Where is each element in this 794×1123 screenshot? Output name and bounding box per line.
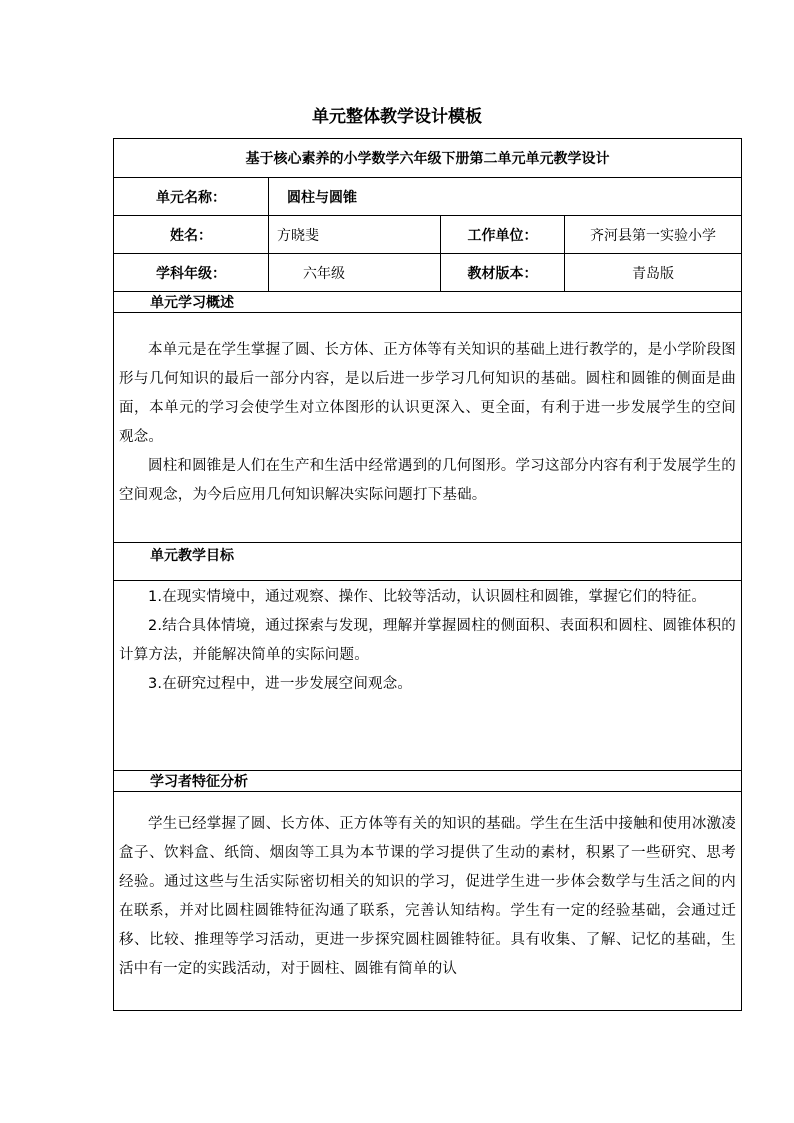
learners-heading: 学习者特征分析	[114, 771, 742, 792]
learners-body	[114, 792, 742, 1011]
grade-value: 六年级	[269, 254, 441, 292]
table-subtitle: 基于核心素养的小学数学六年级下册第二单元单元教学设计	[114, 139, 742, 178]
workplace-label: 工作单位：	[441, 216, 565, 254]
workplace-value: 齐河县第一实验小学	[565, 216, 742, 254]
goals-body	[114, 581, 742, 771]
learners-paragraph: 学生已经掌握了圆、长方体、正方体等有关的知识的基础。学生在生活中接触和使用冰激凌盒子、饮料盒、纸筒、烟囱等工具为本节课的学习提供了生动的素材，积累了一些研究、思考经验。通过这些与生活实际密切相关的知识的学习，促进学生进一步体会数学与生活之间的内在联系，并对比圆柱圆锥特征沟通了联系，完善认知结构。学生有一定的经验基础，会通过迁移、比较、推理等学习活动，更进一步探究圆柱圆锥特征。具有收集、了解、记忆的基础，生活中有一定的实践活动，对于圆柱、圆锥有简单的认	[119, 816, 736, 977]
name-label: 姓名：	[114, 216, 269, 254]
goal-item: 3.在研究过程中，进一步发展空间观念。	[148, 676, 413, 692]
grade-label: 学科年级：	[114, 254, 269, 292]
unit-name-label: 单元名称：	[114, 178, 269, 216]
overview-paragraph: 本单元是在学生掌握了圆、长方体、正方体等有关知识的基础上进行教学的，是小学阶段图形与几何知识的最后一部分内容，是以后进一步学习几何知识的基础。圆柱和圆锥的侧面是曲面，本单元的学习会使学生对立体图形的认识更深入、更全面，有利于进一步发展学生的空间观念。	[119, 342, 736, 445]
name-value: 方晓斐	[269, 216, 441, 254]
design-table	[113, 138, 742, 1011]
goals-heading: 单元教学目标	[114, 543, 742, 581]
edition-label: 教材版本：	[441, 254, 565, 292]
document-title: 单元整体教学设计模板	[312, 107, 482, 127]
overview-body	[114, 313, 742, 543]
overview-heading: 单元学习概述	[114, 292, 742, 313]
unit-name-value: 圆柱与圆锥	[269, 178, 742, 216]
overview-paragraph: 圆柱和圆锥是人们在生产和生活中经常遇到的几何图形。学习这部分内容有利于发展学生的空间观念，为今后应用几何知识解决实际问题打下基础。	[119, 458, 736, 503]
goal-item: 1.在现实情境中，通过观察、操作、比较等活动，认识圆柱和圆锥，掌握它们的特征。	[148, 589, 707, 605]
goal-item: 2.结合具体情境，通过探索与发现，理解并掌握圆柱的侧面积、表面积和圆柱、圆锥体积的计算方法，并能解决简单的实际问题。	[119, 618, 736, 663]
edition-value: 青岛版	[565, 254, 742, 292]
